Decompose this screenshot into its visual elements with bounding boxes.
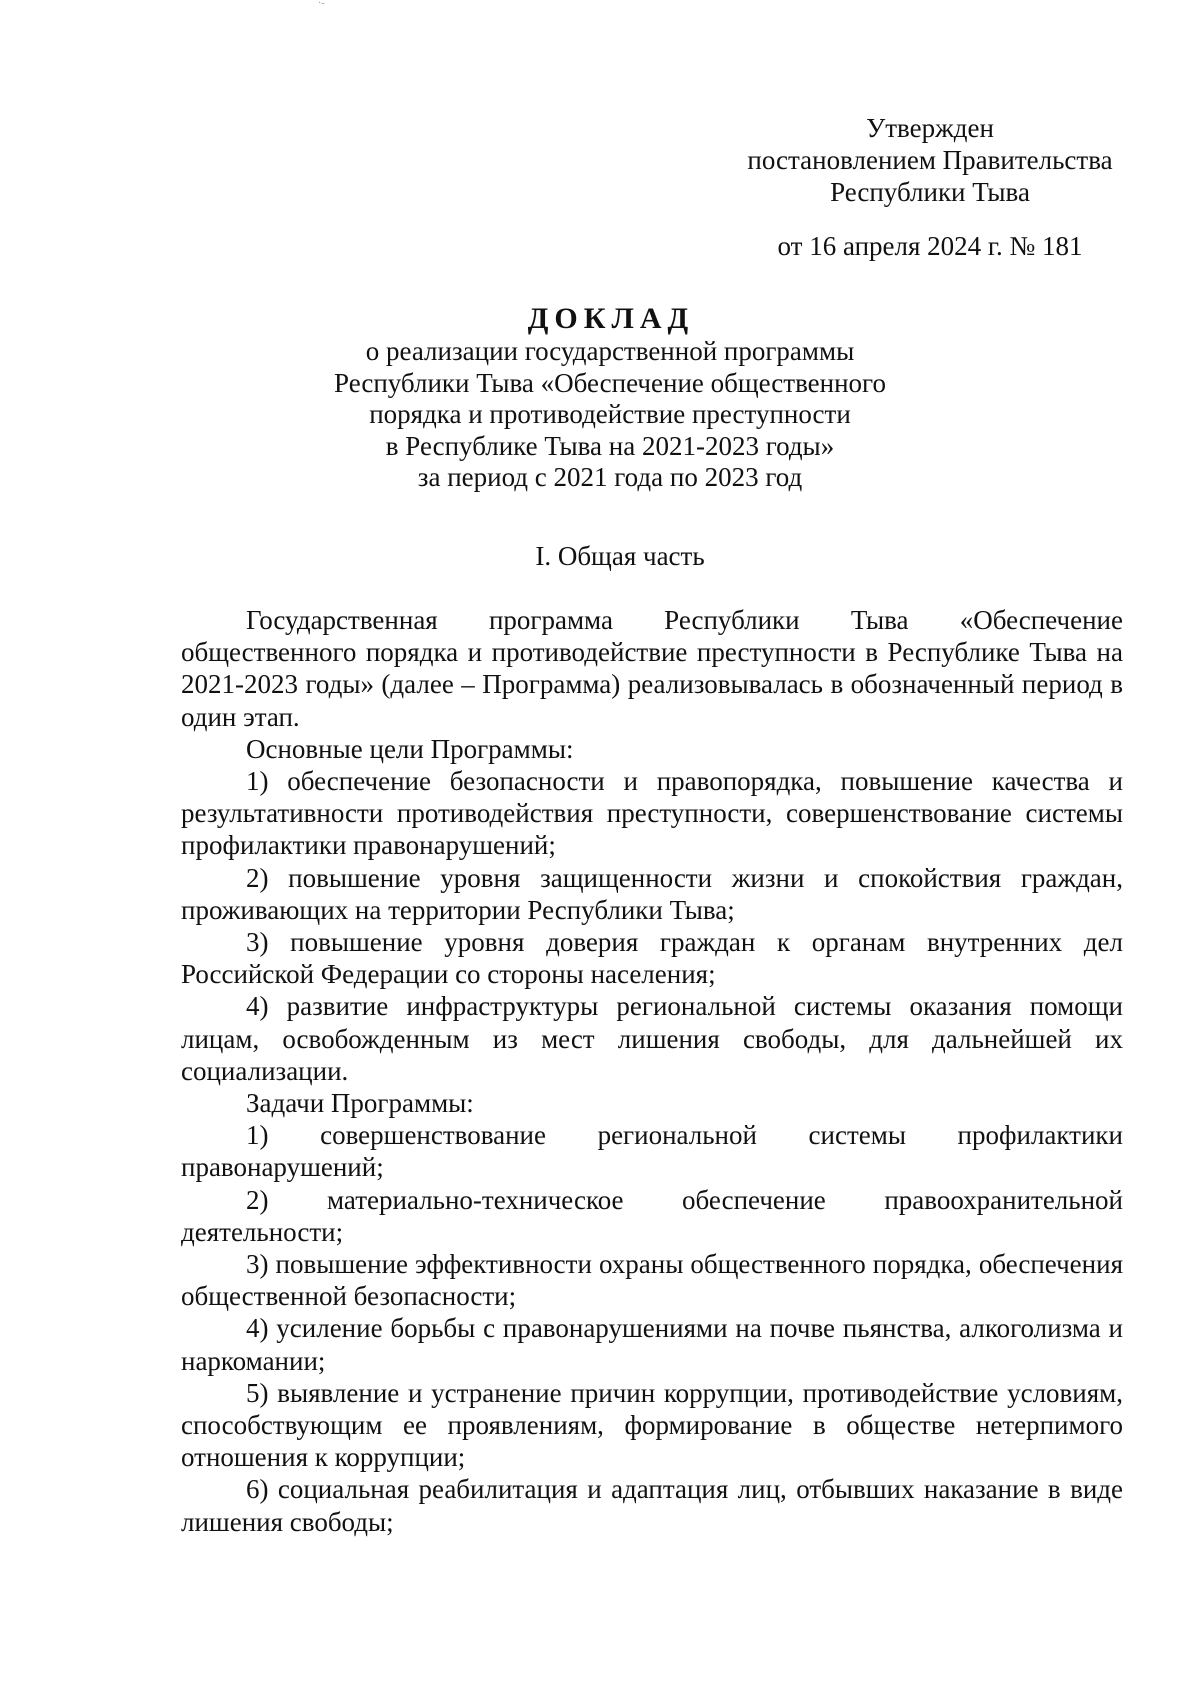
paragraph-goals-heading: Основные цели Программы: bbox=[246, 733, 574, 764]
task-item-6: 6) социальная реабилитация и адаптация лиц, отбывших наказание в виде лишения свободы; bbox=[181, 1474, 1123, 1537]
subtitle-line: за период с 2021 года по 2023 год bbox=[417, 462, 803, 492]
goal-item-3: 3) повышение уровня доверия граждан к органам внутренних дел Российской Федерации со стороны населения; bbox=[181, 927, 1123, 990]
task-item-1: 1) совершенствование региональной системы профилактики правонарушений; bbox=[181, 1120, 1123, 1183]
approval-line-2: постановлением Правительства bbox=[747, 145, 1113, 175]
approval-stamp-block bbox=[740, 112, 1120, 262]
document-title: ДОКЛАД bbox=[527, 302, 695, 335]
subtitle-line: Республики Тыва «Обеспечение общественного bbox=[334, 367, 886, 398]
paragraph-program-intro: Государственная программа Республики Тыва «Обеспечение общественного порядка и противодействие преступности в Республике Тыва на 2021-2023 годы» (далее – Программа) реализовывалась в обозначенный период в один этап. bbox=[181, 605, 1123, 732]
subtitle-line: о реализации государственной программы bbox=[365, 336, 855, 366]
section-heading: I. Общая часть bbox=[535, 541, 705, 571]
document-body bbox=[181, 604, 1123, 1538]
document-title-block bbox=[0, 302, 1200, 494]
task-item-5: 5) выявление и устранение причин коррупции, противодействие условиям, способствующим ее проявлениям, формирование в обществе нетерпимого отношения к коррупции; bbox=[181, 1377, 1123, 1473]
scan-artifact: ·- bbox=[318, 0, 325, 9]
goal-item-2: 2) повышение уровня защищенности жизни и спокойствия граждан, проживающих на территории Республики Тыва; bbox=[181, 862, 1123, 925]
approval-line-3: Республики Тыва bbox=[830, 177, 1030, 207]
task-item-4: 4) усиление борьбы с правонарушениями на почве пьянства, алкоголизма и наркомании; bbox=[181, 1313, 1123, 1376]
paragraph-tasks-heading: Задачи Программы: bbox=[246, 1088, 474, 1119]
subtitle-line: в Республике Тыва на 2021-2023 годы» bbox=[385, 430, 835, 461]
subtitle-line: порядка и противодействие преступности bbox=[369, 399, 851, 429]
approval-date: от 16 апреля 2024 г. № 181 bbox=[777, 231, 1083, 261]
goal-item-4: 4) развитие инфраструктуры региональной системы оказания помощи лицам, освобожденным из мест лишения свободы, для дальнейшей их социализации. bbox=[181, 991, 1123, 1086]
task-item-2: 2) материально-техническое обеспечение правоохранительной деятельности; bbox=[181, 1184, 1123, 1247]
task-item-3: 3) повышение эффективности охраны общественного порядка, обеспечения общественной безопасности; bbox=[181, 1249, 1123, 1312]
goal-item-1: 1) обеспечение безопасности и правопорядка, повышение качества и результативности противодействия преступности, совершенствование системы профилактики правонарушений; bbox=[181, 766, 1123, 861]
approval-line-1: Утвержден bbox=[866, 113, 994, 143]
